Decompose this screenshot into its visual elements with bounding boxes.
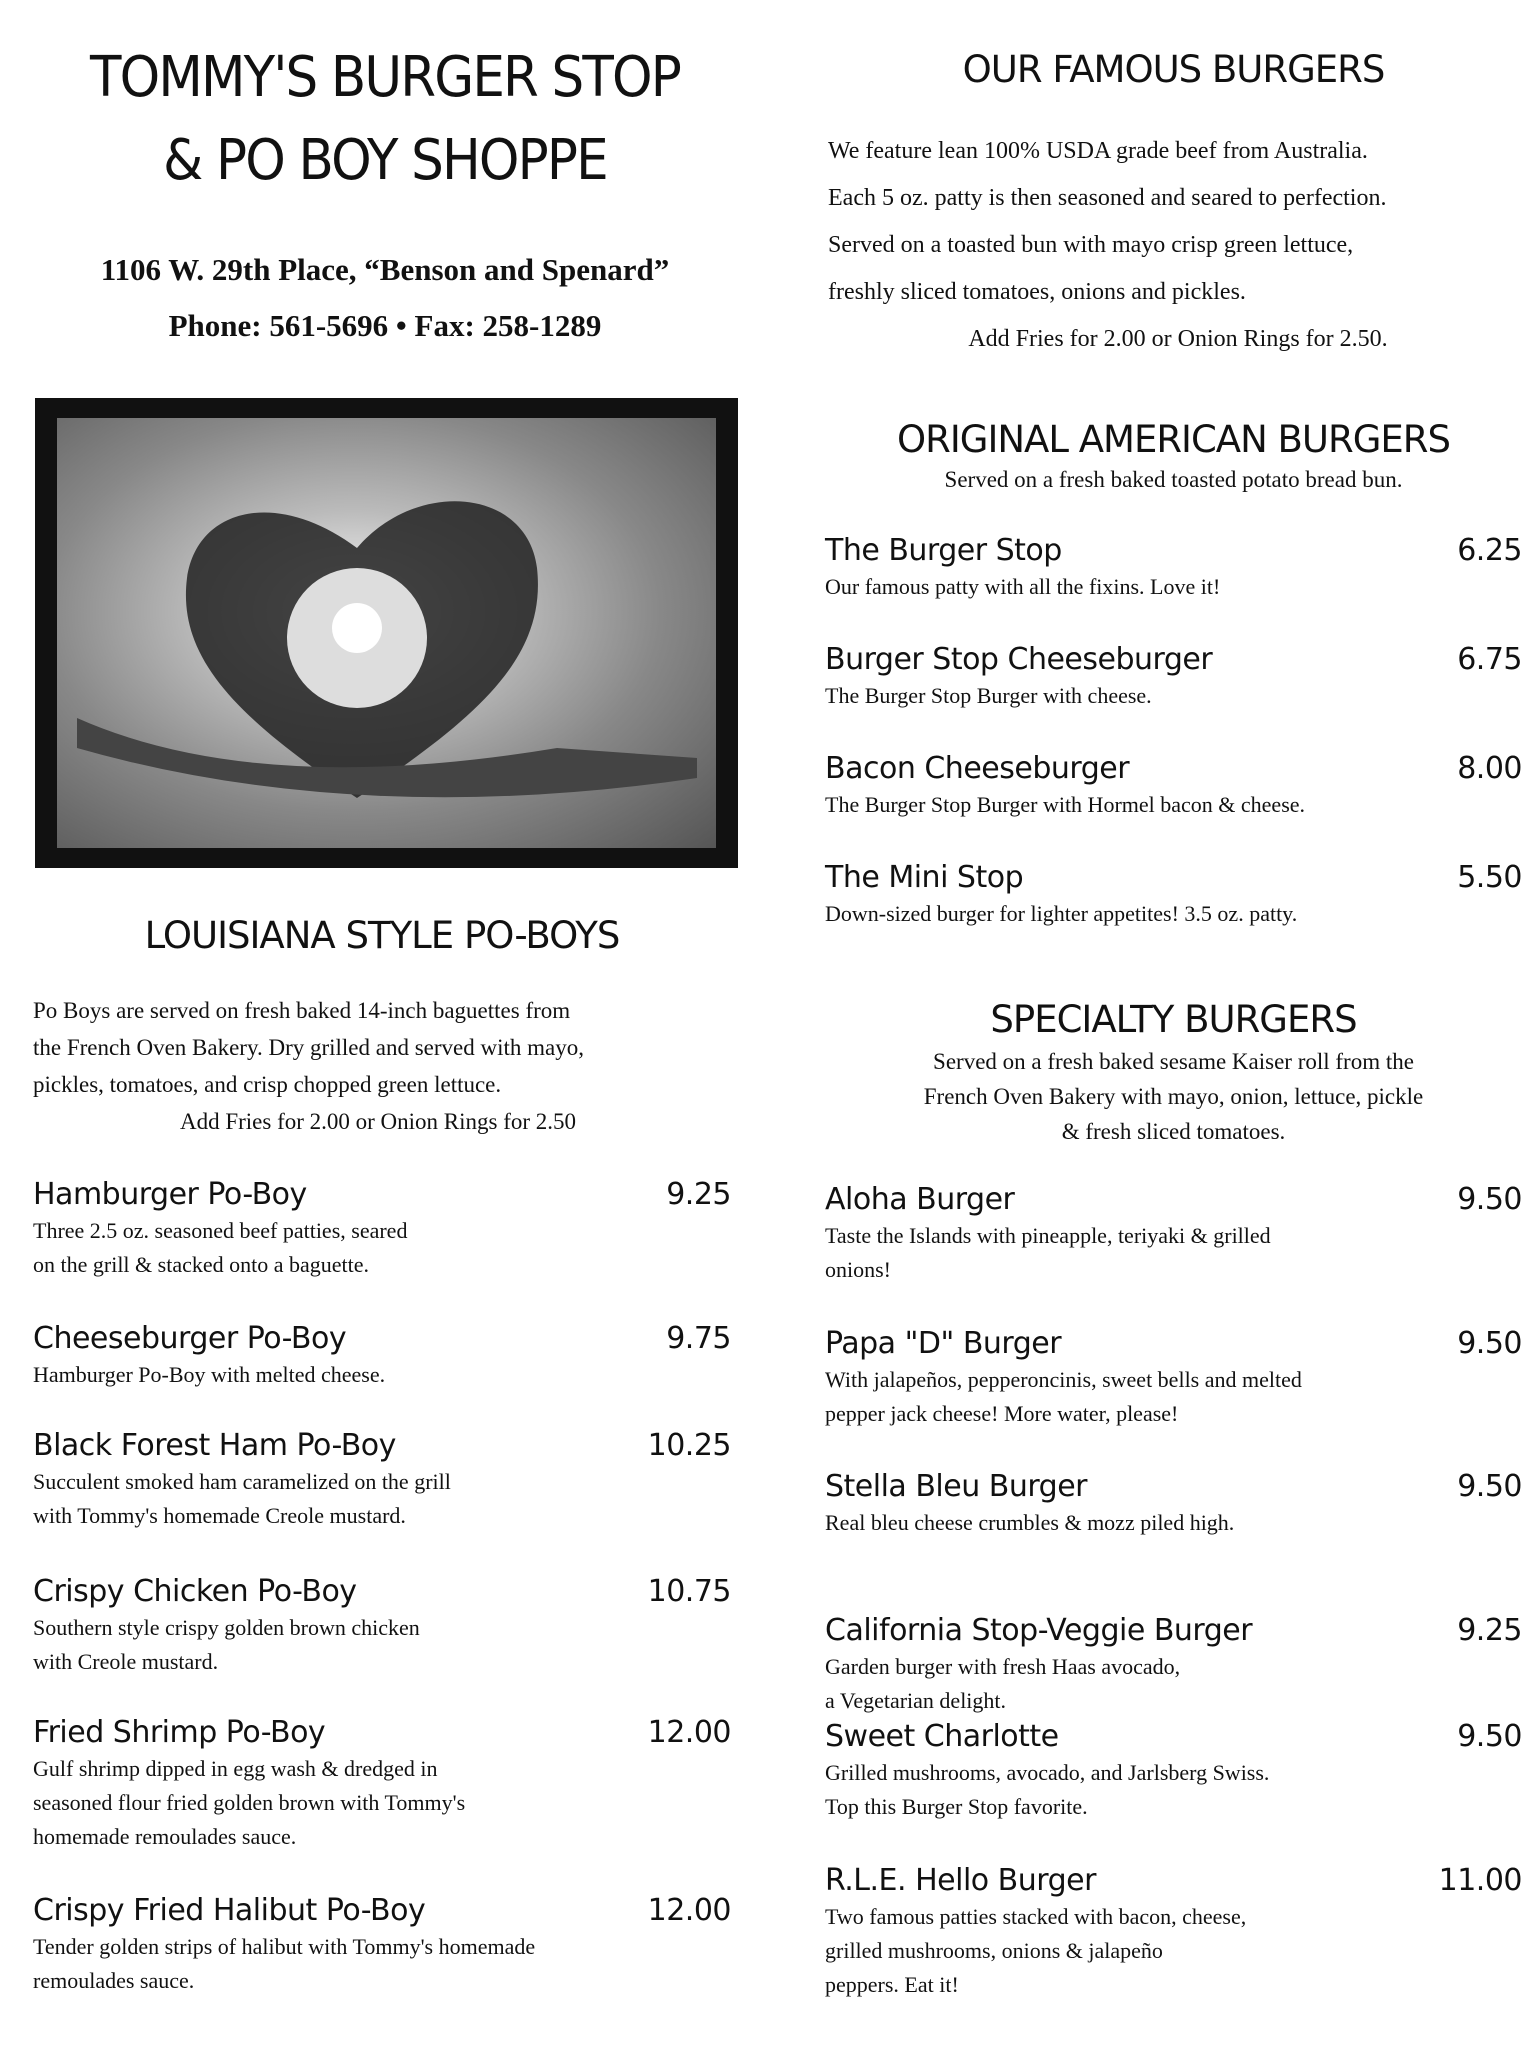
item-description: Three 2.5 oz. seasoned beef patties, seared: [33, 1218, 408, 1243]
item-description: Down-sized burger for lighter appetites! 3.5 oz. patty.: [825, 901, 1298, 926]
item-description: on the grill & stacked onto a baguette.: [33, 1252, 370, 1277]
item-description: a Vegetarian delight.: [825, 1688, 1007, 1713]
item-name: Stella Bleu Burger: [825, 1469, 1088, 1504]
item-price: 11.00: [1438, 1863, 1522, 1898]
menu-item: [33, 1176, 731, 1282]
specialty-sub-line: Served on a fresh baked sesame Kaiser roll from the: [933, 1049, 1414, 1074]
item-description: Top this Burger Stop favorite.: [825, 1794, 1088, 1819]
menu-item: [33, 1892, 731, 1998]
item-name: Bacon Cheeseburger: [825, 751, 1130, 786]
item-price: 9.50: [1457, 1182, 1522, 1217]
menu-item: [825, 1612, 1522, 1718]
item-description: with Tommy's homemade Creole mustard.: [33, 1503, 406, 1528]
item-description: The Burger Stop Burger with Hormel bacon & cheese.: [825, 792, 1306, 817]
poboys-addon: Add Fries for 2.00 or Onion Rings for 2.50: [179, 1109, 577, 1134]
item-price: 5.50: [1457, 860, 1522, 895]
item-price: 9.25: [666, 1177, 731, 1212]
restaurant-name-line1: TOMMY'S BURGER STOP: [90, 45, 680, 110]
item-name: Sweet Charlotte: [825, 1719, 1059, 1754]
original-burgers-heading: ORIGINAL AMERICAN BURGERS: [897, 418, 1450, 461]
menu-item: [825, 532, 1522, 604]
specialty-sub-line: & fresh sliced tomatoes.: [1061, 1119, 1286, 1144]
item-description: homemade remoulades sauce.: [33, 1824, 297, 1849]
item-name: Cheeseburger Po-Boy: [33, 1321, 347, 1356]
menu-item: [825, 1181, 1522, 1287]
poboys-line: Po Boys are served on fresh baked 14-inch baguettes from: [33, 998, 571, 1023]
item-description: The Burger Stop Burger with cheese.: [825, 683, 1152, 708]
item-price: 6.25: [1457, 533, 1522, 568]
item-description: Succulent smoked ham caramelized on the grill: [33, 1469, 451, 1494]
menu-item: [825, 1468, 1522, 1540]
item-price: 9.50: [1457, 1469, 1522, 1504]
specialty-burgers-heading: SPECIALTY BURGERS: [990, 998, 1357, 1041]
item-description: pepper jack cheese! More water, please!: [825, 1401, 1179, 1426]
item-name: Papa "D" Burger: [825, 1326, 1062, 1361]
item-description: Taste the Islands with pineapple, teriyaki & grilled: [825, 1223, 1271, 1248]
specialty-sub-line: French Oven Bakery with mayo, onion, lettuce, pickle: [923, 1084, 1424, 1109]
item-description: Hamburger Po-Boy with melted cheese.: [33, 1362, 386, 1387]
famous-line: Served on a toasted bun with mayo crisp green lettuce,: [828, 232, 1354, 258]
famous-burgers-heading: OUR FAMOUS BURGERS: [962, 48, 1385, 91]
item-description: remoulades sauce.: [33, 1968, 195, 1993]
item-description: Real bleu cheese crumbles & mozz piled high.: [825, 1510, 1235, 1535]
poboys-line: pickles, tomatoes, and crisp chopped green lettuce.: [33, 1072, 502, 1097]
menu-item: [825, 1325, 1522, 1431]
item-price: 12.00: [647, 1715, 731, 1750]
menu-item: [33, 1320, 731, 1392]
menu-item: [33, 1573, 731, 1679]
item-name: The Burger Stop: [825, 533, 1062, 568]
item-name: Hamburger Po-Boy: [33, 1177, 307, 1212]
item-price: 10.25: [647, 1428, 731, 1463]
menu-item: [825, 750, 1522, 822]
item-price: 6.75: [1457, 642, 1522, 677]
poboys-line: the French Oven Bakery. Dry grilled and served with mayo,: [33, 1035, 584, 1060]
item-name: Black Forest Ham Po-Boy: [33, 1428, 396, 1463]
famous-line: We feature lean 100% USDA grade beef from Australia.: [828, 138, 1368, 164]
item-price: 12.00: [647, 1893, 731, 1928]
menu-item: [825, 859, 1522, 931]
item-price: 9.75: [666, 1321, 731, 1356]
famous-line: freshly sliced tomatoes, onions and pickles.: [828, 279, 1246, 305]
menu-item: [825, 1862, 1522, 2002]
item-name: Fried Shrimp Po-Boy: [33, 1715, 326, 1750]
item-price: 9.50: [1457, 1719, 1522, 1754]
restaurant-name-line2: & PO BOY SHOPPE: [163, 128, 607, 193]
contact-info: Phone: 561-5696 • Fax: 258-1289: [168, 308, 602, 343]
item-description: Gulf shrimp dipped in egg wash & dredged in: [33, 1756, 438, 1781]
item-description: Garden burger with fresh Haas avocado,: [825, 1654, 1181, 1679]
item-price: 10.75: [647, 1574, 731, 1609]
item-name: Aloha Burger: [825, 1182, 1015, 1217]
item-name: Crispy Fried Halibut Po-Boy: [33, 1893, 426, 1928]
poboys-heading: LOUISIANA STYLE PO-BOYS: [144, 914, 620, 957]
item-description: With jalapeños, pepperoncinis, sweet bells and melted: [825, 1367, 1302, 1392]
item-description: seasoned flour fried golden brown with Tommy's: [33, 1790, 466, 1815]
item-name: California Stop-Veggie Burger: [825, 1613, 1253, 1648]
menu-item: [825, 1718, 1522, 1824]
item-price: 9.50: [1457, 1326, 1522, 1361]
item-name: The Mini Stop: [825, 860, 1024, 895]
famous-line: Each 5 oz. patty is then seasoned and seared to perfection.: [828, 185, 1387, 211]
address: 1106 W. 29th Place, “Benson and Spenard”: [100, 252, 670, 287]
item-description: Two famous patties stacked with bacon, cheese,: [825, 1904, 1247, 1929]
item-name: Burger Stop Cheeseburger: [825, 642, 1213, 677]
item-name: R.L.E. Hello Burger: [825, 1863, 1096, 1898]
item-price: 9.25: [1457, 1613, 1522, 1648]
original-subheading: Served on a fresh baked toasted potato bread bun.: [944, 467, 1403, 492]
item-description: Southern style crispy golden brown chicken: [33, 1615, 420, 1640]
item-description: Tender golden strips of halibut with Tommy's homemade: [33, 1934, 536, 1959]
famous-addon: Add Fries for 2.00 or Onion Rings for 2.50.: [968, 326, 1388, 352]
menu-item: [33, 1714, 731, 1854]
logo-photo: [35, 398, 738, 868]
item-name: Crispy Chicken Po-Boy: [33, 1574, 357, 1609]
heart-emblem-icon: [57, 418, 716, 848]
item-description: onions!: [825, 1257, 891, 1282]
menu-item: [33, 1427, 731, 1533]
item-description: with Creole mustard.: [33, 1649, 219, 1674]
menu-item: [825, 641, 1522, 713]
item-description: Our famous patty with all the fixins. Love it!: [825, 574, 1221, 599]
item-description: Grilled mushrooms, avocado, and Jarlsberg Swiss.: [825, 1760, 1270, 1785]
item-description: peppers. Eat it!: [825, 1972, 959, 1997]
item-description: grilled mushrooms, onions & jalapeño: [825, 1938, 1163, 1963]
item-price: 8.00: [1457, 751, 1522, 786]
